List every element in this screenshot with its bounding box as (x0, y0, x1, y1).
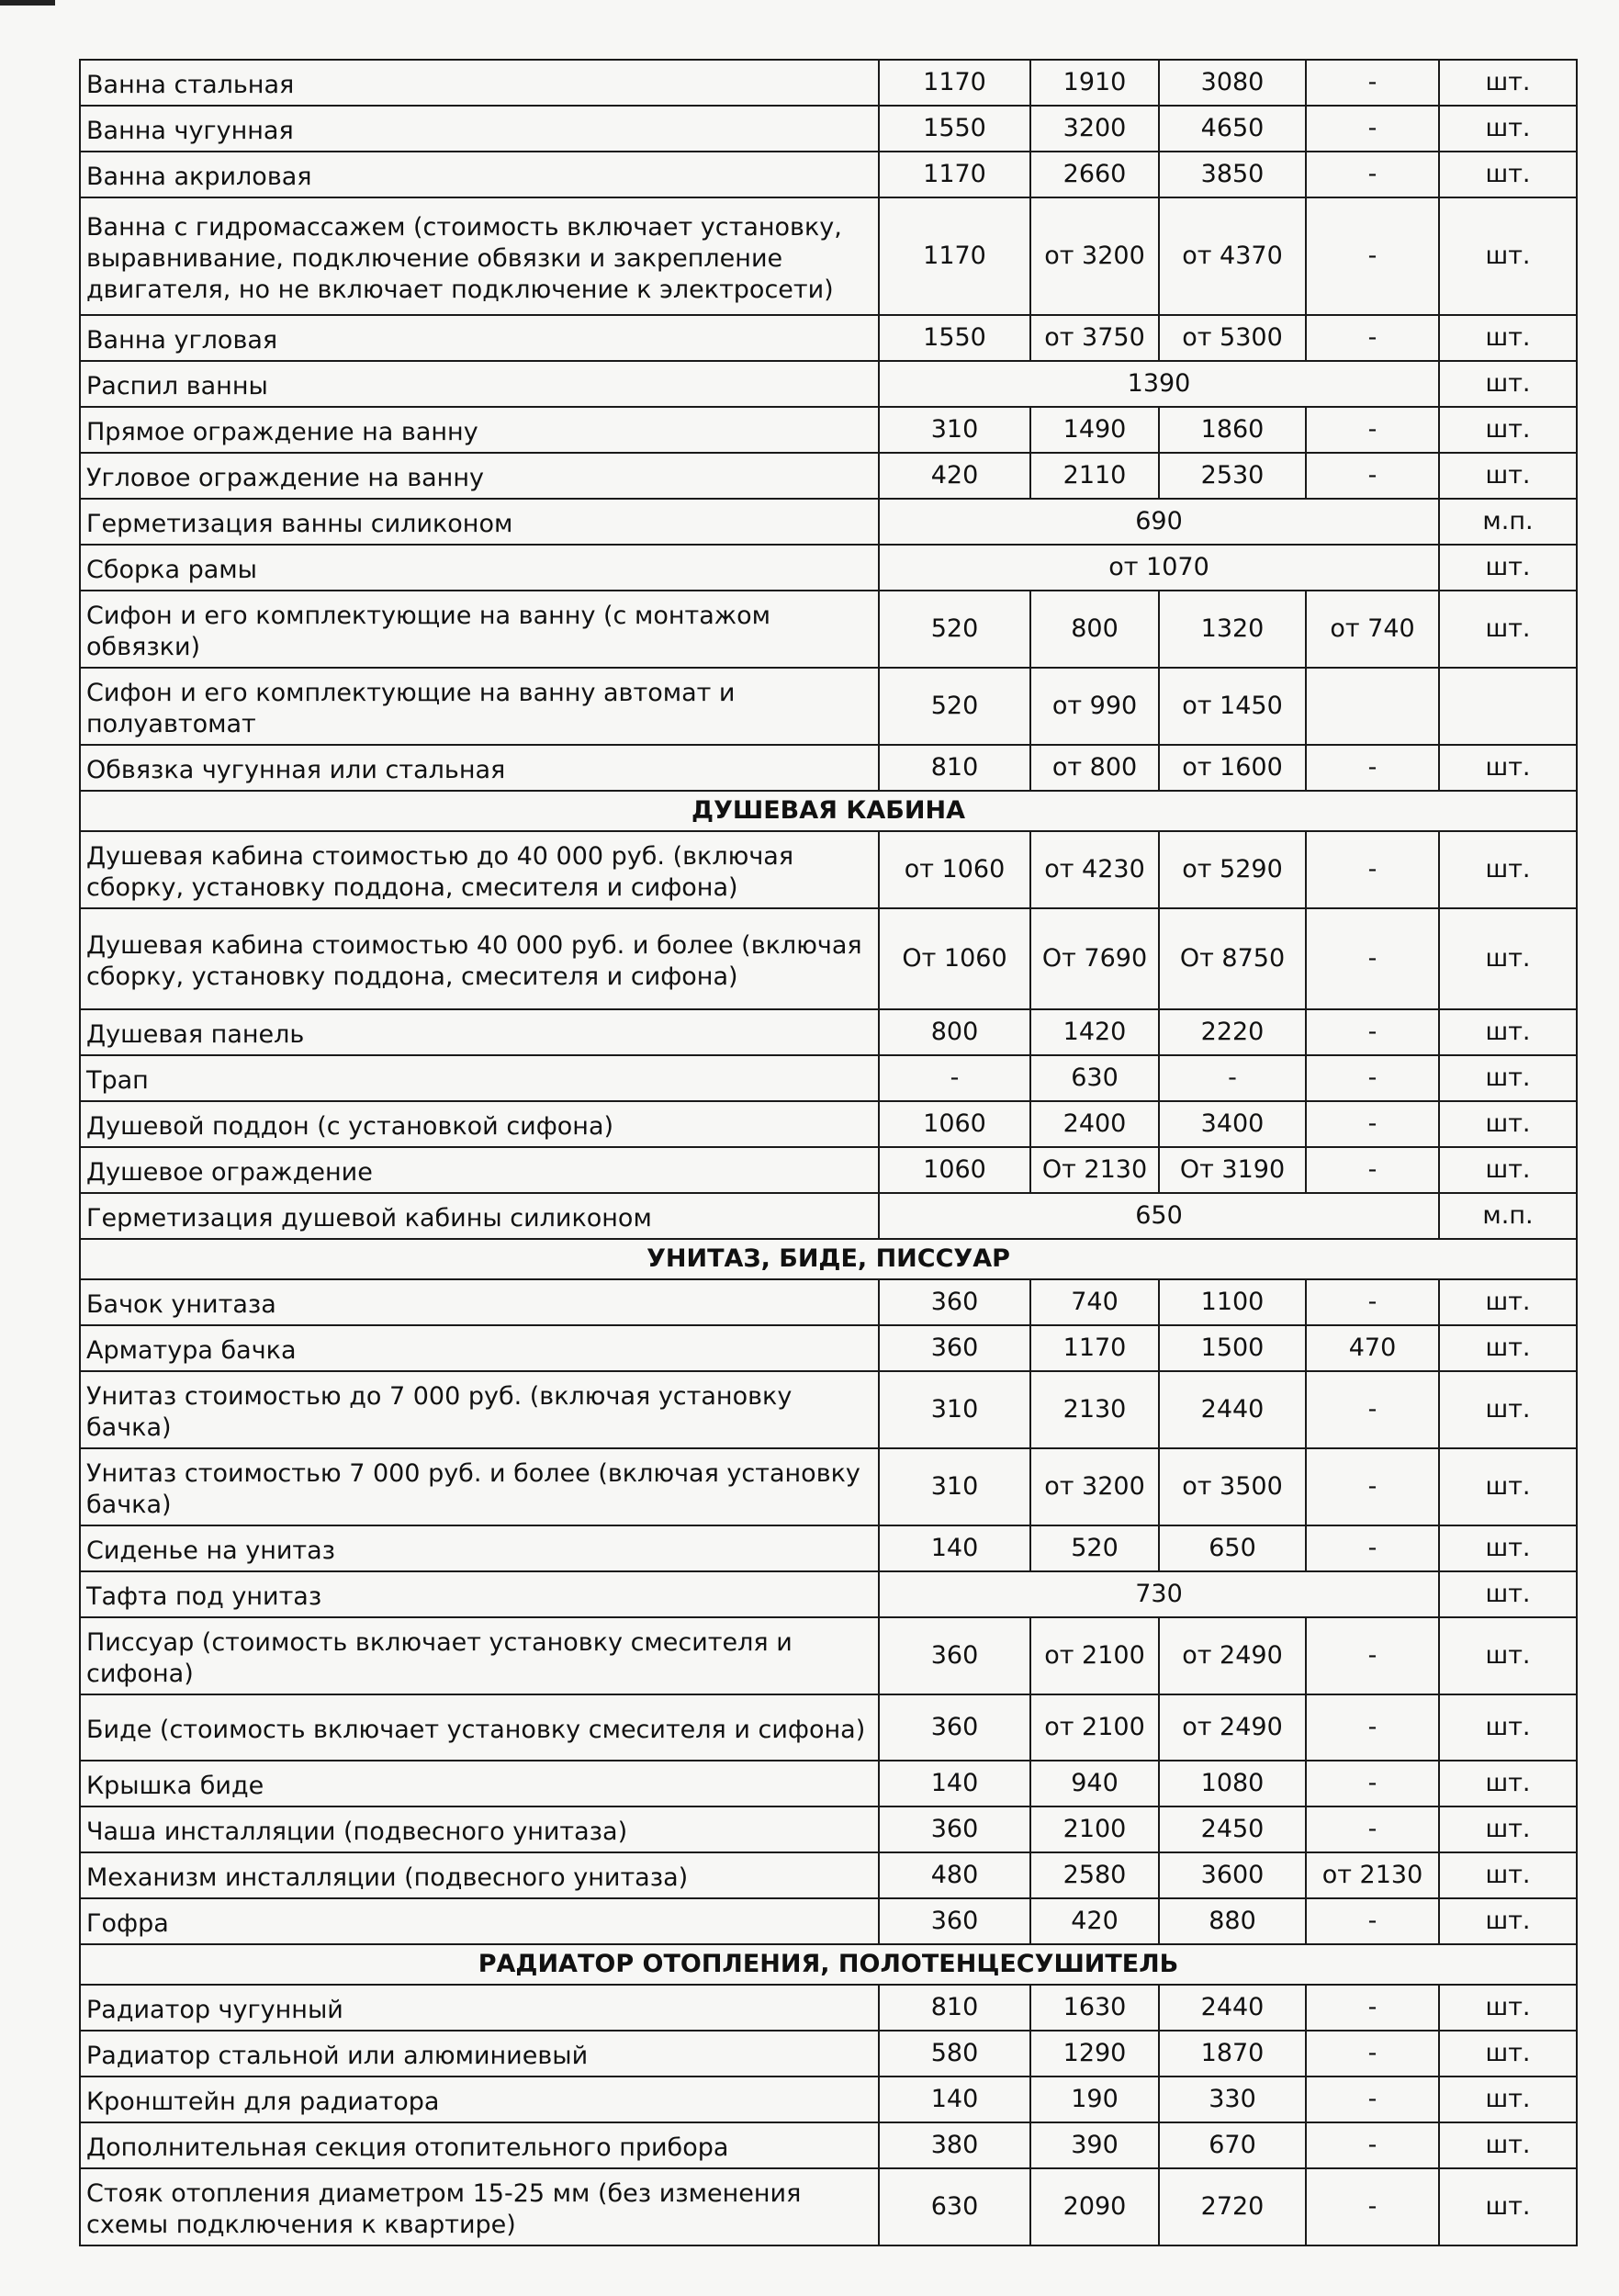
section-header-row (80, 1944, 1577, 1985)
price-col-3-cell: от 2490 (1159, 1694, 1306, 1761)
price-col-3-cell: от 4370 (1159, 197, 1306, 315)
price-col-4-cell: - (1306, 453, 1439, 499)
price-col-2-cell: 800 (1030, 591, 1159, 668)
price-col-4-cell: - (1306, 1617, 1439, 1694)
price-col-4-cell: - (1306, 2122, 1439, 2168)
price-col-4-cell: - (1306, 1009, 1439, 1055)
table-row (80, 831, 1577, 908)
table-row (80, 1325, 1577, 1371)
table-row (80, 1694, 1577, 1761)
price-col-1-cell: 140 (879, 1525, 1030, 1571)
table-row (80, 908, 1577, 1009)
price-col-2-cell: 2400 (1030, 1101, 1159, 1147)
service-name-cell: Кронштейн для радиатора (80, 2077, 879, 2122)
table-row (80, 453, 1577, 499)
price-col-1-cell: 360 (879, 1279, 1030, 1325)
unit-cell: шт. (1439, 1694, 1577, 1761)
service-name-cell: Угловое ограждение на ванну (80, 453, 879, 499)
price-col-4-cell: - (1306, 1371, 1439, 1448)
service-name-cell: Сифон и его комплектующие на ванну автомат и полуавтомат (80, 668, 879, 745)
price-col-2-cell: 1910 (1030, 60, 1159, 106)
price-col-4-cell: - (1306, 1101, 1439, 1147)
price-col-1-cell: 810 (879, 745, 1030, 791)
unit-cell: м.п. (1439, 1193, 1577, 1239)
price-col-2-cell: 1490 (1030, 407, 1159, 453)
price-col-2-cell: от 2100 (1030, 1617, 1159, 1694)
unit-cell: шт. (1439, 1761, 1577, 1806)
table-row (80, 2122, 1577, 2168)
table-row (80, 60, 1577, 106)
price-col-4-cell: - (1306, 1525, 1439, 1571)
price-col-4-cell: от 740 (1306, 591, 1439, 668)
unit-cell: м.п. (1439, 499, 1577, 545)
unit-cell: шт. (1439, 1279, 1577, 1325)
price-col-1-cell: от 1060 (879, 831, 1030, 908)
price-col-3-cell: 1080 (1159, 1761, 1306, 1806)
price-table-body (80, 60, 1577, 2245)
service-name-cell: Сборка рамы (80, 545, 879, 591)
unit-cell: шт. (1439, 1448, 1577, 1525)
price-col-3-cell: 330 (1159, 2077, 1306, 2122)
price-col-2-cell: от 3750 (1030, 315, 1159, 361)
price-col-3-cell: 1320 (1159, 591, 1306, 668)
unit-cell: шт. (1439, 2168, 1577, 2245)
price-col-2-cell: 2090 (1030, 2168, 1159, 2245)
price-col-2-cell: 940 (1030, 1761, 1159, 1806)
price-col-4-cell: - (1306, 315, 1439, 361)
price-col-1-cell: 1170 (879, 152, 1030, 197)
unit-cell: шт. (1439, 407, 1577, 453)
unit-cell: шт. (1439, 361, 1577, 407)
price-col-1-cell: 140 (879, 1761, 1030, 1806)
price-col-3-cell: 670 (1159, 2122, 1306, 2168)
price-col-2-cell: от 3200 (1030, 197, 1159, 315)
unit-cell: шт. (1439, 60, 1577, 106)
service-name-cell: Радиатор чугунный (80, 1985, 879, 2031)
table-row (80, 545, 1577, 591)
price-col-2-cell: 2100 (1030, 1806, 1159, 1852)
price-list-page (79, 59, 1576, 2246)
service-name-cell: Ванна стальная (80, 60, 879, 106)
unit-cell: шт. (1439, 453, 1577, 499)
unit-cell: шт. (1439, 545, 1577, 591)
service-name-cell: Обвязка чугунная или стальная (80, 745, 879, 791)
unit-cell: шт. (1439, 1371, 1577, 1448)
price-col-2-cell: от 4230 (1030, 831, 1159, 908)
price-col-1-cell: 310 (879, 1371, 1030, 1448)
price-col-4-cell: - (1306, 152, 1439, 197)
price-col-1-cell: 1060 (879, 1147, 1030, 1193)
table-row (80, 1009, 1577, 1055)
price-col-4-cell: - (1306, 1448, 1439, 1525)
merged-price-cell: 730 (879, 1571, 1439, 1617)
price-col-4-cell: - (1306, 2077, 1439, 2122)
unit-cell: шт. (1439, 1101, 1577, 1147)
unit-cell: шт. (1439, 1147, 1577, 1193)
price-col-3-cell: 1870 (1159, 2031, 1306, 2077)
price-col-1-cell: 360 (879, 1806, 1030, 1852)
service-name-cell: Ванна угловая (80, 315, 879, 361)
unit-cell: шт. (1439, 1325, 1577, 1371)
price-col-2-cell: от 3200 (1030, 1448, 1159, 1525)
price-col-4-cell: - (1306, 106, 1439, 152)
service-name-cell: Стояк отопления диаметром 15-25 мм (без изменения схемы подключения к квартире) (80, 2168, 879, 2245)
unit-cell: шт. (1439, 745, 1577, 791)
price-col-4-cell: - (1306, 745, 1439, 791)
table-row (80, 668, 1577, 745)
section-title: ДУШЕВАЯ КАБИНА (80, 791, 1577, 831)
table-row (80, 361, 1577, 407)
service-name-cell: Механизм инсталляции (подвесного унитаза) (80, 1852, 879, 1898)
price-col-2-cell: 1170 (1030, 1325, 1159, 1371)
price-col-4-cell: - (1306, 1694, 1439, 1761)
unit-cell: шт. (1439, 315, 1577, 361)
price-col-4-cell: от 2130 (1306, 1852, 1439, 1898)
table-row (80, 1571, 1577, 1617)
price-col-1-cell: 1170 (879, 60, 1030, 106)
price-col-1-cell: 520 (879, 668, 1030, 745)
price-col-1-cell: 810 (879, 1985, 1030, 2031)
price-col-1-cell: 310 (879, 407, 1030, 453)
price-col-1-cell: От 1060 (879, 908, 1030, 1009)
price-col-2-cell: 2580 (1030, 1852, 1159, 1898)
price-col-1-cell: 360 (879, 1694, 1030, 1761)
table-row (80, 106, 1577, 152)
table-row (80, 1371, 1577, 1448)
price-col-4-cell: - (1306, 1761, 1439, 1806)
price-col-3-cell: 4650 (1159, 106, 1306, 152)
merged-price-cell: 650 (879, 1193, 1439, 1239)
price-col-1-cell: 360 (879, 1325, 1030, 1371)
price-col-3-cell: 2450 (1159, 1806, 1306, 1852)
unit-cell: шт. (1439, 2031, 1577, 2077)
price-col-4-cell: - (1306, 197, 1439, 315)
price-col-1-cell: 1550 (879, 315, 1030, 361)
price-col-2-cell: 1420 (1030, 1009, 1159, 1055)
service-name-cell: Гофра (80, 1898, 879, 1944)
service-name-cell: Биде (стоимость включает установку смесителя и сифона) (80, 1694, 879, 1761)
merged-price-cell: 690 (879, 499, 1439, 545)
price-col-4-cell: - (1306, 2168, 1439, 2245)
price-col-3-cell: 3600 (1159, 1852, 1306, 1898)
table-row (80, 2168, 1577, 2245)
table-row (80, 1147, 1577, 1193)
unit-cell: шт. (1439, 591, 1577, 668)
unit-cell: шт. (1439, 1898, 1577, 1944)
price-col-4-cell: - (1306, 1898, 1439, 1944)
price-table (79, 59, 1578, 2246)
price-col-3-cell: 1100 (1159, 1279, 1306, 1325)
table-row (80, 499, 1577, 545)
service-name-cell: Арматура бачка (80, 1325, 879, 1371)
service-name-cell: Писсуар (стоимость включает установку смесителя и сифона) (80, 1617, 879, 1694)
table-row (80, 1852, 1577, 1898)
price-col-2-cell: 740 (1030, 1279, 1159, 1325)
price-col-3-cell: 3080 (1159, 60, 1306, 106)
price-col-4-cell: - (1306, 1147, 1439, 1193)
table-row (80, 1761, 1577, 1806)
service-name-cell: Герметизация душевой кабины силиконом (80, 1193, 879, 1239)
table-row (80, 1898, 1577, 1944)
price-col-3-cell: от 1600 (1159, 745, 1306, 791)
price-col-3-cell: 2720 (1159, 2168, 1306, 2245)
unit-cell: шт. (1439, 106, 1577, 152)
price-col-3-cell: 2440 (1159, 1371, 1306, 1448)
price-col-2-cell: 630 (1030, 1055, 1159, 1101)
section-header-row (80, 791, 1577, 831)
service-name-cell: Душевое ограждение (80, 1147, 879, 1193)
price-col-1-cell: 310 (879, 1448, 1030, 1525)
price-col-3-cell: от 1450 (1159, 668, 1306, 745)
price-col-2-cell: 190 (1030, 2077, 1159, 2122)
table-row (80, 745, 1577, 791)
service-name-cell: Распил ванны (80, 361, 879, 407)
unit-cell: шт. (1439, 2122, 1577, 2168)
table-row (80, 1985, 1577, 2031)
price-col-4-cell: - (1306, 2031, 1439, 2077)
price-col-1-cell: 1060 (879, 1101, 1030, 1147)
price-col-3-cell: От 8750 (1159, 908, 1306, 1009)
price-col-3-cell: 2530 (1159, 453, 1306, 499)
service-name-cell: Сиденье на унитаз (80, 1525, 879, 1571)
price-col-1-cell: 1170 (879, 197, 1030, 315)
price-col-2-cell: от 2100 (1030, 1694, 1159, 1761)
section-title: УНИТАЗ, БИДЕ, ПИССУАР (80, 1239, 1577, 1279)
price-col-1-cell: 800 (879, 1009, 1030, 1055)
service-name-cell: Унитаз стоимостью до 7 000 руб. (включая установку бачка) (80, 1371, 879, 1448)
section-header-row (80, 1239, 1577, 1279)
price-col-1-cell: 140 (879, 2077, 1030, 2122)
price-col-2-cell: 2660 (1030, 152, 1159, 197)
price-col-2-cell: 520 (1030, 1525, 1159, 1571)
table-row (80, 1193, 1577, 1239)
unit-cell: шт. (1439, 908, 1577, 1009)
price-col-1-cell: 380 (879, 2122, 1030, 2168)
price-col-3-cell: 2220 (1159, 1009, 1306, 1055)
price-col-2-cell: от 990 (1030, 668, 1159, 745)
price-col-2-cell: 390 (1030, 2122, 1159, 2168)
service-name-cell: Ванна с гидромассажем (стоимость включает установку, выравнивание, подключение обвязки и закрепление двигателя, но не включает подключение к электросети) (80, 197, 879, 315)
table-row (80, 591, 1577, 668)
unit-cell: шт. (1439, 2077, 1577, 2122)
price-col-1-cell: - (879, 1055, 1030, 1101)
unit-cell: шт. (1439, 1852, 1577, 1898)
price-col-3-cell: от 5290 (1159, 831, 1306, 908)
price-col-1-cell: 420 (879, 453, 1030, 499)
price-col-2-cell: От 2130 (1030, 1147, 1159, 1193)
service-name-cell: Тафта под унитаз (80, 1571, 879, 1617)
price-col-3-cell: 2440 (1159, 1985, 1306, 2031)
scan-edge-mark (0, 0, 55, 6)
price-col-3-cell: 880 (1159, 1898, 1306, 1944)
table-row (80, 1055, 1577, 1101)
price-col-1-cell: 360 (879, 1898, 1030, 1944)
unit-cell: шт. (1439, 1617, 1577, 1694)
price-col-2-cell: 2130 (1030, 1371, 1159, 1448)
price-col-4-cell: - (1306, 1806, 1439, 1852)
service-name-cell: Бачок унитаза (80, 1279, 879, 1325)
price-col-4-cell: - (1306, 831, 1439, 908)
table-row (80, 1101, 1577, 1147)
unit-cell: шт. (1439, 152, 1577, 197)
price-col-3-cell: 650 (1159, 1525, 1306, 1571)
section-title: РАДИАТОР ОТОПЛЕНИЯ, ПОЛОТЕНЦЕСУШИТЕЛЬ (80, 1944, 1577, 1985)
price-col-2-cell: 3200 (1030, 106, 1159, 152)
price-col-4-cell: - (1306, 1279, 1439, 1325)
price-col-3-cell: - (1159, 1055, 1306, 1101)
service-name-cell: Сифон и его комплектующие на ванну (с монтажом обвязки) (80, 591, 879, 668)
price-col-3-cell: от 2490 (1159, 1617, 1306, 1694)
table-row (80, 315, 1577, 361)
price-col-3-cell: от 3500 (1159, 1448, 1306, 1525)
table-row (80, 1448, 1577, 1525)
table-row (80, 2031, 1577, 2077)
table-row (80, 1617, 1577, 1694)
table-row (80, 2077, 1577, 2122)
price-col-1-cell: 520 (879, 591, 1030, 668)
price-col-4-cell (1306, 668, 1439, 745)
service-name-cell: Крышка биде (80, 1761, 879, 1806)
service-name-cell: Радиатор стальной или алюминиевый (80, 2031, 879, 2077)
price-col-1-cell: 630 (879, 2168, 1030, 2245)
merged-price-cell: 1390 (879, 361, 1439, 407)
unit-cell: шт. (1439, 1985, 1577, 2031)
price-col-3-cell: 3850 (1159, 152, 1306, 197)
price-col-3-cell: от 5300 (1159, 315, 1306, 361)
price-col-1-cell: 360 (879, 1617, 1030, 1694)
table-row (80, 407, 1577, 453)
price-col-3-cell: 1500 (1159, 1325, 1306, 1371)
table-row (80, 197, 1577, 315)
price-col-4-cell: - (1306, 908, 1439, 1009)
price-col-1-cell: 1550 (879, 106, 1030, 152)
unit-cell: шт. (1439, 1525, 1577, 1571)
service-name-cell: Герметизация ванны силиконом (80, 499, 879, 545)
service-name-cell: Душевая панель (80, 1009, 879, 1055)
price-col-1-cell: 480 (879, 1852, 1030, 1898)
price-col-1-cell: 580 (879, 2031, 1030, 2077)
table-row (80, 1279, 1577, 1325)
service-name-cell: Душевая кабина стоимостью до 40 000 руб. (включая сборку, установку поддона, смесителя и сифона) (80, 831, 879, 908)
table-row (80, 1525, 1577, 1571)
unit-cell: шт. (1439, 1009, 1577, 1055)
unit-cell (1439, 668, 1577, 745)
price-col-2-cell: 420 (1030, 1898, 1159, 1944)
price-col-2-cell: От 7690 (1030, 908, 1159, 1009)
service-name-cell: Душевой поддон (с установкой сифона) (80, 1101, 879, 1147)
service-name-cell: Трап (80, 1055, 879, 1101)
unit-cell: шт. (1439, 1571, 1577, 1617)
price-col-4-cell: - (1306, 60, 1439, 106)
price-col-2-cell: 2110 (1030, 453, 1159, 499)
price-col-2-cell: 1630 (1030, 1985, 1159, 2031)
unit-cell: шт. (1439, 197, 1577, 315)
service-name-cell: Ванна чугунная (80, 106, 879, 152)
price-col-2-cell: 1290 (1030, 2031, 1159, 2077)
service-name-cell: Прямое ограждение на ванну (80, 407, 879, 453)
unit-cell: шт. (1439, 831, 1577, 908)
service-name-cell: Душевая кабина стоимостью 40 000 руб. и более (включая сборку, установку поддона, смесителя и сифона) (80, 908, 879, 1009)
service-name-cell: Унитаз стоимостью 7 000 руб. и более (включая установку бачка) (80, 1448, 879, 1525)
service-name-cell: Дополнительная секция отопительного прибора (80, 2122, 879, 2168)
service-name-cell: Чаша инсталляции (подвесного унитаза) (80, 1806, 879, 1852)
merged-price-cell: от 1070 (879, 545, 1439, 591)
table-row (80, 152, 1577, 197)
price-col-4-cell: - (1306, 1055, 1439, 1101)
price-col-4-cell: - (1306, 407, 1439, 453)
price-col-4-cell: 470 (1306, 1325, 1439, 1371)
service-name-cell: Ванна акриловая (80, 152, 879, 197)
table-row (80, 1806, 1577, 1852)
price-col-3-cell: 1860 (1159, 407, 1306, 453)
price-col-3-cell: От 3190 (1159, 1147, 1306, 1193)
price-col-2-cell: от 800 (1030, 745, 1159, 791)
unit-cell: шт. (1439, 1055, 1577, 1101)
unit-cell: шт. (1439, 1806, 1577, 1852)
price-col-4-cell: - (1306, 1985, 1439, 2031)
price-col-3-cell: 3400 (1159, 1101, 1306, 1147)
